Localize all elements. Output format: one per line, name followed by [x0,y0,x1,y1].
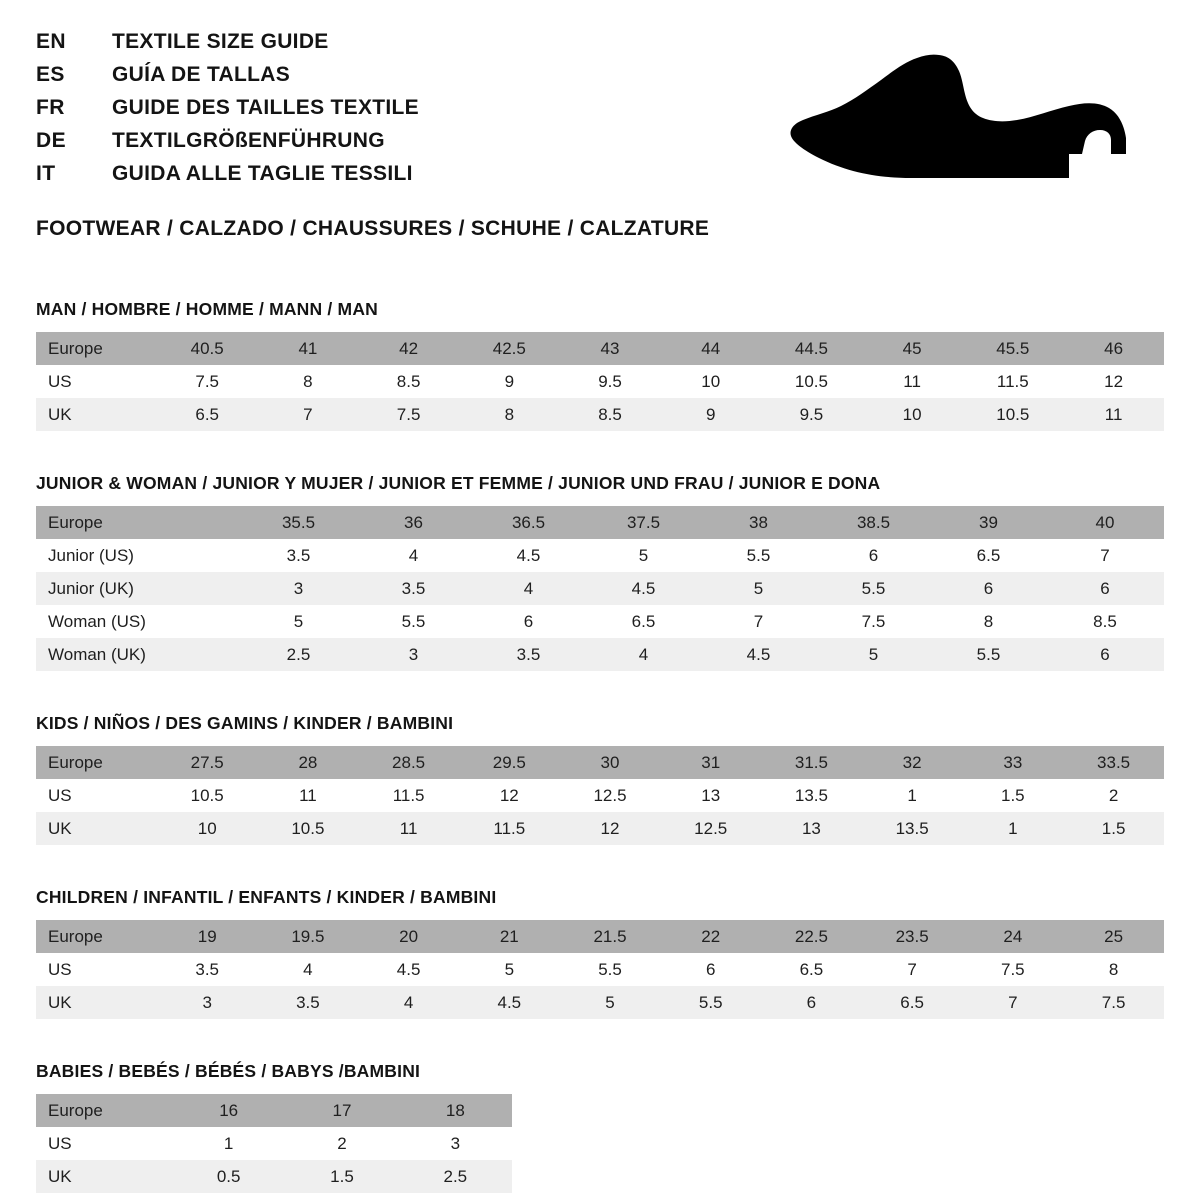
cell: 11 [862,365,963,398]
cell: 3 [157,986,258,1019]
cell: 11.5 [962,365,1063,398]
language-row-en [36,30,419,63]
cell: 2 [285,1127,398,1160]
cell: 11 [358,812,459,845]
cell: 42 [358,332,459,365]
cell: 1.5 [962,779,1063,812]
cell: 22 [660,920,761,953]
language-title: GUIDE DES TAILLES TEXTILE [112,96,419,119]
row-label: UK [36,1160,172,1193]
cell: 11.5 [459,812,560,845]
cell: 8 [459,398,560,431]
cell: 10.5 [157,779,258,812]
cell: 31 [660,746,761,779]
cell: 38 [701,506,816,539]
cell: 24 [962,920,1063,953]
category-title: FOOTWEAR / CALZADO / CHAUSSURES / SCHUHE / CALZATURE [36,217,710,240]
cell: 33.5 [1063,746,1164,779]
cell: 7.5 [962,953,1063,986]
illustration-container [784,30,1164,179]
cell: 7 [701,605,816,638]
cell: 45 [862,332,963,365]
cell: 2.5 [399,1160,512,1193]
table-row [36,746,1164,779]
cell: 10 [862,398,963,431]
cell: 29.5 [459,746,560,779]
table-row [36,365,1164,398]
cell: 21 [459,920,560,953]
row-label: Europe [36,746,157,779]
row-label: Europe [36,506,241,539]
row-label: UK [36,398,157,431]
cell: 4.5 [459,986,560,1019]
cell: 3.5 [356,572,471,605]
section-title: BABIES / BEBÉS / BÉBÉS / BABYS /BAMBINI [36,1061,421,1081]
cell: 12 [560,812,661,845]
cell: 10.5 [761,365,862,398]
cell: 4.5 [701,638,816,671]
cell: 43 [560,332,661,365]
cell: 6 [471,605,586,638]
cell: 3 [241,572,356,605]
language-title-list [36,30,419,195]
row-label: Europe [36,332,157,365]
cell: 8.5 [1046,605,1164,638]
cell: 3 [356,638,471,671]
table-row [36,1127,512,1160]
table-row [36,398,1164,431]
table-row [36,779,1164,812]
cell: 9.5 [560,365,661,398]
language-title: GUIDA ALLE TAGLIE TESSILI [112,162,413,185]
cell: 33 [962,746,1063,779]
cell: 9 [459,365,560,398]
row-label: US [36,365,157,398]
cell: 22.5 [761,920,862,953]
cell: 36.5 [471,506,586,539]
table-row [36,920,1164,953]
language-code: EN [36,30,66,53]
language-title: TEXTILGRÖßENFÜHRUNG [112,129,385,152]
language-code: IT [36,162,56,185]
cell: 7.5 [157,365,258,398]
table-row [36,638,1164,671]
page-header [36,30,1164,195]
cell: 7.5 [816,605,931,638]
table-row [36,986,1164,1019]
cell: 3.5 [241,539,356,572]
row-label: Europe [36,920,157,953]
language-row-es [36,63,419,96]
cell: 7.5 [1063,986,1164,1019]
cell: 45.5 [962,332,1063,365]
cell: 6.5 [586,605,701,638]
cell: 5 [701,572,816,605]
cell: 6.5 [862,986,963,1019]
cell: 44.5 [761,332,862,365]
cell: 3.5 [157,953,258,986]
row-label: Europe [36,1094,172,1127]
cell: 4 [358,986,459,1019]
section-children [36,887,1164,1019]
cell: 9.5 [761,398,862,431]
table-row [36,332,1164,365]
cell: 6 [816,539,931,572]
table-row [36,605,1164,638]
row-label: US [36,1127,172,1160]
cell: 12.5 [660,812,761,845]
cell: 6.5 [931,539,1046,572]
cell: 16 [172,1094,285,1127]
cell: 41 [258,332,359,365]
cell: 5.5 [701,539,816,572]
table-row [36,812,1164,845]
cell: 37.5 [586,506,701,539]
section-title: MAN / HOMBRE / HOMME / MANN / MAN [36,299,378,319]
cell: 6 [1046,572,1164,605]
row-label: UK [36,812,157,845]
cell: 4 [471,572,586,605]
size-table-babies [36,1094,512,1193]
cell: 1 [862,779,963,812]
cell: 7 [258,398,359,431]
cell: 10.5 [258,812,359,845]
table-row [36,1160,512,1193]
row-label: US [36,779,157,812]
cell: 7 [962,986,1063,1019]
table-row [36,506,1164,539]
dress-shoe-icon [789,54,1129,179]
cell: 4.5 [586,572,701,605]
cell: 1.5 [1063,812,1164,845]
section-title: KIDS / NIÑOS / DES GAMINS / KINDER / BAMBINI [36,713,454,733]
cell: 1.5 [285,1160,398,1193]
cell: 38.5 [816,506,931,539]
cell: 42.5 [459,332,560,365]
cell: 0.5 [172,1160,285,1193]
cell: 13 [660,779,761,812]
size-table-kids [36,746,1164,845]
cell: 5 [816,638,931,671]
cell: 5.5 [356,605,471,638]
cell: 6 [761,986,862,1019]
cell: 6.5 [157,398,258,431]
cell: 11 [1063,398,1164,431]
table-row [36,953,1164,986]
cell: 8.5 [560,398,661,431]
cell: 3.5 [258,986,359,1019]
size-table-children [36,920,1164,1019]
language-row-fr [36,96,419,129]
cell: 18 [399,1094,512,1127]
cell: 13.5 [862,812,963,845]
cell: 8 [931,605,1046,638]
cell: 19.5 [258,920,359,953]
cell: 44 [660,332,761,365]
section-title: CHILDREN / INFANTIL / ENFANTS / KINDER / BAMBINI [36,887,497,907]
cell: 3 [399,1127,512,1160]
cell: 20 [358,920,459,953]
table-row [36,1094,512,1127]
cell: 5.5 [660,986,761,1019]
cell: 6 [1046,638,1164,671]
cell: 11 [258,779,359,812]
cell: 10.5 [962,398,1063,431]
language-title: TEXTILE SIZE GUIDE [112,30,329,53]
size-table-junior-woman [36,506,1164,671]
cell: 5.5 [931,638,1046,671]
cell: 13.5 [761,779,862,812]
cell: 2.5 [241,638,356,671]
cell: 6 [660,953,761,986]
cell: 6.5 [761,953,862,986]
row-label: Junior (US) [36,539,241,572]
cell: 2 [1063,779,1164,812]
cell: 8 [258,365,359,398]
row-label: Woman (UK) [36,638,241,671]
cell: 40.5 [157,332,258,365]
cell: 11.5 [358,779,459,812]
cell: 25 [1063,920,1164,953]
table-row [36,539,1164,572]
row-label: UK [36,986,157,1019]
cell: 5.5 [560,953,661,986]
cell: 4.5 [471,539,586,572]
cell: 28.5 [358,746,459,779]
cell: 10 [660,365,761,398]
cell: 40 [1046,506,1164,539]
section-kids [36,713,1164,845]
cell: 30 [560,746,661,779]
row-label: US [36,953,157,986]
cell: 12.5 [560,779,661,812]
cell: 5 [241,605,356,638]
language-code: FR [36,96,65,119]
cell: 31.5 [761,746,862,779]
cell: 8.5 [358,365,459,398]
cell: 3.5 [471,638,586,671]
language-code: DE [36,129,66,152]
cell: 21.5 [560,920,661,953]
cell: 6 [931,572,1046,605]
section-babies [36,1061,1164,1193]
language-title: GUÍA DE TALLAS [112,63,291,86]
language-row-it [36,162,419,195]
cell: 1 [962,812,1063,845]
cell: 36 [356,506,471,539]
cell: 28 [258,746,359,779]
cell: 19 [157,920,258,953]
row-label: Woman (US) [36,605,241,638]
cell: 1 [172,1127,285,1160]
cell: 5.5 [816,572,931,605]
cell: 32 [862,746,963,779]
cell: 12 [459,779,560,812]
cell: 5 [459,953,560,986]
cell: 10 [157,812,258,845]
cell: 5 [560,986,661,1019]
cell: 7 [1046,539,1164,572]
language-row-de [36,129,419,162]
cell: 27.5 [157,746,258,779]
cell: 39 [931,506,1046,539]
cell: 17 [285,1094,398,1127]
cell: 4.5 [358,953,459,986]
table-row [36,572,1164,605]
row-label: Junior (UK) [36,572,241,605]
cell: 7.5 [358,398,459,431]
cell: 13 [761,812,862,845]
section-junior-woman [36,473,1164,671]
cell: 12 [1063,365,1164,398]
language-code: ES [36,63,65,86]
cell: 23.5 [862,920,963,953]
section-title: JUNIOR & WOMAN / JUNIOR Y MUJER / JUNIOR ET FEMME / JUNIOR UND FRAU / JUNIOR E DONA [36,473,881,493]
section-man [36,299,1164,431]
cell: 8 [1063,953,1164,986]
cell: 4 [258,953,359,986]
cell: 4 [356,539,471,572]
cell: 7 [862,953,963,986]
cell: 35.5 [241,506,356,539]
cell: 46 [1063,332,1164,365]
size-table-man [36,332,1164,431]
cell: 4 [586,638,701,671]
cell: 9 [660,398,761,431]
cell: 5 [586,539,701,572]
